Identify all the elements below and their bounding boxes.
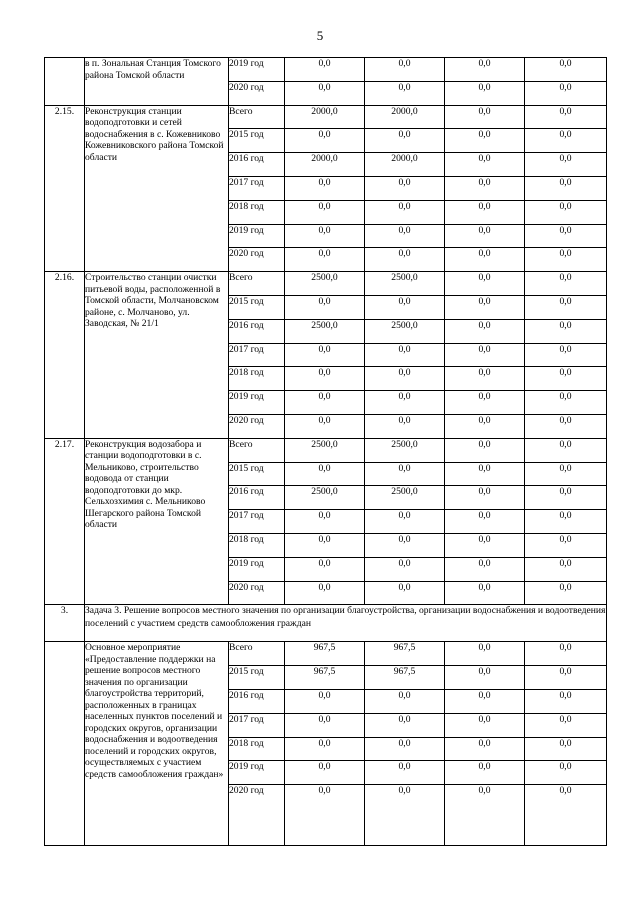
period-cell: 2017 год <box>229 176 285 200</box>
value-cell: 0,0 <box>365 462 445 486</box>
value-cell: 2500,0 <box>285 319 365 343</box>
value-cell: 0,0 <box>445 295 525 319</box>
period-cell: 2017 год <box>229 510 285 534</box>
item-name: в п. Зональная Станция Томского района Томской области <box>85 58 229 106</box>
value-cell: 0,0 <box>445 414 525 438</box>
period-cell: 2015 год <box>229 129 285 153</box>
value-cell: 0,0 <box>285 81 365 105</box>
value-cell: 0,0 <box>365 761 445 785</box>
value-cell: 0,0 <box>445 462 525 486</box>
value-cell: 0,0 <box>445 224 525 248</box>
value-cell: 0,0 <box>445 391 525 415</box>
value-cell: 0,0 <box>365 737 445 761</box>
period-cell: Всего <box>229 105 285 129</box>
period-cell: 2016 год <box>229 319 285 343</box>
value-cell: 0,0 <box>365 129 445 153</box>
period-cell: 2017 год <box>229 343 285 367</box>
value-cell: 0,0 <box>525 81 607 105</box>
value-cell: 0,0 <box>445 319 525 343</box>
period-cell: 2015 год <box>229 666 285 690</box>
period-cell: 2018 год <box>229 737 285 761</box>
period-cell: 2020 год <box>229 248 285 272</box>
value-cell: 0,0 <box>525 367 607 391</box>
value-cell: 0,0 <box>285 713 365 737</box>
value-cell: 2000,0 <box>365 153 445 177</box>
period-cell: 2016 год <box>229 486 285 510</box>
value-cell: 0,0 <box>525 581 607 605</box>
value-cell: 967,5 <box>365 666 445 690</box>
value-cell: 0,0 <box>285 581 365 605</box>
value-cell: 0,0 <box>365 295 445 319</box>
value-cell: 0,0 <box>445 761 525 785</box>
value-cell: 2500,0 <box>365 438 445 462</box>
value-cell: 0,0 <box>525 462 607 486</box>
value-cell: 0,0 <box>525 58 607 82</box>
period-cell: Всего <box>229 272 285 296</box>
value-cell: 0,0 <box>525 176 607 200</box>
value-cell: 0,0 <box>285 462 365 486</box>
value-cell: 0,0 <box>525 486 607 510</box>
item-number: 2.15. <box>45 105 85 272</box>
value-cell: 2500,0 <box>365 486 445 510</box>
period-cell: 2019 год <box>229 224 285 248</box>
period-cell: Всего <box>229 642 285 666</box>
value-cell: 0,0 <box>445 486 525 510</box>
value-cell: 0,0 <box>525 105 607 129</box>
period-cell: 2020 год <box>229 581 285 605</box>
period-cell: 2018 год <box>229 533 285 557</box>
value-cell: 0,0 <box>525 153 607 177</box>
value-cell: 0,0 <box>365 224 445 248</box>
table-row <box>45 58 607 82</box>
value-cell: 0,0 <box>445 105 525 129</box>
value-cell: 0,0 <box>525 295 607 319</box>
item-number <box>45 642 85 846</box>
value-cell: 0,0 <box>525 557 607 581</box>
value-cell: 0,0 <box>285 58 365 82</box>
item-name: Строительство станции очистки питьевой воды, расположенной в Томской области, Молчановском районе, с. Молчаново, ул. Заводская, № 21/1 <box>85 272 229 439</box>
period-cell: 2015 год <box>229 462 285 486</box>
task-row <box>45 605 607 642</box>
value-cell: 0,0 <box>365 367 445 391</box>
value-cell: 0,0 <box>525 689 607 713</box>
value-cell: 967,5 <box>285 642 365 666</box>
table-row <box>45 272 607 296</box>
budget-table <box>44 57 607 846</box>
value-cell: 0,0 <box>525 785 607 846</box>
value-cell: 2500,0 <box>285 438 365 462</box>
value-cell: 0,0 <box>525 737 607 761</box>
value-cell: 0,0 <box>445 58 525 82</box>
value-cell: 0,0 <box>285 129 365 153</box>
item-number <box>45 58 85 106</box>
value-cell: 0,0 <box>365 248 445 272</box>
value-cell: 0,0 <box>445 785 525 846</box>
value-cell: 0,0 <box>365 343 445 367</box>
period-cell: 2019 год <box>229 557 285 581</box>
value-cell: 0,0 <box>445 713 525 737</box>
value-cell: 0,0 <box>445 666 525 690</box>
value-cell: 0,0 <box>285 176 365 200</box>
value-cell: 0,0 <box>365 391 445 415</box>
value-cell: 0,0 <box>445 81 525 105</box>
value-cell: 0,0 <box>525 391 607 415</box>
value-cell: 0,0 <box>525 666 607 690</box>
value-cell: 0,0 <box>365 200 445 224</box>
value-cell: 0,0 <box>525 248 607 272</box>
period-cell: 2016 год <box>229 689 285 713</box>
value-cell: 0,0 <box>285 391 365 415</box>
value-cell: 0,0 <box>445 248 525 272</box>
value-cell: 0,0 <box>445 642 525 666</box>
period-cell: 2018 год <box>229 367 285 391</box>
value-cell: 0,0 <box>285 295 365 319</box>
period-cell: 2019 год <box>229 391 285 415</box>
value-cell: 0,0 <box>525 642 607 666</box>
value-cell: 0,0 <box>525 510 607 534</box>
value-cell: 0,0 <box>445 510 525 534</box>
value-cell: 0,0 <box>445 533 525 557</box>
value-cell: 0,0 <box>445 557 525 581</box>
value-cell: 0,0 <box>285 367 365 391</box>
value-cell: 2000,0 <box>365 105 445 129</box>
value-cell: 0,0 <box>285 557 365 581</box>
value-cell: 0,0 <box>365 533 445 557</box>
item-number: 2.17. <box>45 438 85 605</box>
value-cell: 0,0 <box>525 438 607 462</box>
value-cell: 0,0 <box>445 343 525 367</box>
value-cell: 0,0 <box>285 689 365 713</box>
item-name: Реконструкция станции водоподготовки и сетей водоснабжения в с. Кожевниково Кожевниковского района Томской области <box>85 105 229 272</box>
value-cell: 0,0 <box>365 414 445 438</box>
value-cell: 0,0 <box>285 224 365 248</box>
value-cell: 0,0 <box>365 557 445 581</box>
period-cell: 2015 год <box>229 295 285 319</box>
value-cell: 0,0 <box>525 319 607 343</box>
period-cell: 2016 год <box>229 153 285 177</box>
period-cell: 2019 год <box>229 761 285 785</box>
value-cell: 0,0 <box>365 713 445 737</box>
value-cell: 2500,0 <box>365 319 445 343</box>
value-cell: 0,0 <box>445 367 525 391</box>
value-cell: 2000,0 <box>285 153 365 177</box>
task-text: Задача 3. Решение вопросов местного значения по организации благоустройства, организации водоснабжения и водоотведения поселений с участием средств самообложения граждан <box>85 605 607 642</box>
value-cell: 0,0 <box>525 414 607 438</box>
value-cell: 0,0 <box>445 581 525 605</box>
value-cell: 967,5 <box>365 642 445 666</box>
value-cell: 0,0 <box>285 248 365 272</box>
item-name: Реконструкция водозабора и станции водоподготовки в с. Мельниково, строительство водовода от станции водоподготовки до мкр. Сельхозхимия с. Мельниково Шегарского района Томской области <box>85 438 229 605</box>
value-cell: 2500,0 <box>285 486 365 510</box>
value-cell: 0,0 <box>445 689 525 713</box>
value-cell: 0,0 <box>525 200 607 224</box>
value-cell: 0,0 <box>365 58 445 82</box>
value-cell: 0,0 <box>445 176 525 200</box>
value-cell: 0,0 <box>285 414 365 438</box>
item-number: 2.16. <box>45 272 85 439</box>
value-cell: 0,0 <box>365 176 445 200</box>
value-cell: 2000,0 <box>285 105 365 129</box>
value-cell: 0,0 <box>445 153 525 177</box>
value-cell: 967,5 <box>285 666 365 690</box>
value-cell: 0,0 <box>365 81 445 105</box>
value-cell: 0,0 <box>525 272 607 296</box>
task-number: 3. <box>45 605 85 642</box>
value-cell: 0,0 <box>285 343 365 367</box>
period-cell: 2019 год <box>229 58 285 82</box>
value-cell: 0,0 <box>525 224 607 248</box>
value-cell: 2500,0 <box>285 272 365 296</box>
table-row <box>45 105 607 129</box>
value-cell: 0,0 <box>285 533 365 557</box>
value-cell: 0,0 <box>285 200 365 224</box>
value-cell: 0,0 <box>365 510 445 534</box>
value-cell: 0,0 <box>365 689 445 713</box>
period-cell: 2017 год <box>229 713 285 737</box>
item-name: Основное мероприятие «Предоставление поддержки на решение вопросов местного значения по организации благоустройства территорий, расположенных в границах населенных пунктов поселений и городских округов, организации водоснабжения и водоотведения поселений и городских округов, осуществляемых с участием средств самообложения граждан» <box>85 642 229 846</box>
value-cell: 0,0 <box>285 785 365 846</box>
period-cell: 2020 год <box>229 414 285 438</box>
value-cell: 0,0 <box>525 761 607 785</box>
value-cell: 0,0 <box>525 533 607 557</box>
value-cell: 0,0 <box>525 713 607 737</box>
value-cell: 0,0 <box>445 438 525 462</box>
value-cell: 0,0 <box>445 737 525 761</box>
table-row <box>45 642 607 666</box>
value-cell: 0,0 <box>445 200 525 224</box>
period-cell: 2020 год <box>229 785 285 846</box>
value-cell: 0,0 <box>285 761 365 785</box>
period-cell: Всего <box>229 438 285 462</box>
value-cell: 0,0 <box>285 737 365 761</box>
period-cell: 2020 год <box>229 81 285 105</box>
value-cell: 2500,0 <box>365 272 445 296</box>
value-cell: 0,0 <box>445 272 525 296</box>
value-cell: 0,0 <box>445 129 525 153</box>
table-row <box>45 438 607 462</box>
page-number: 5 <box>316 28 324 43</box>
value-cell: 0,0 <box>365 581 445 605</box>
period-cell: 2018 год <box>229 200 285 224</box>
value-cell: 0,0 <box>525 343 607 367</box>
value-cell: 0,0 <box>285 510 365 534</box>
value-cell: 0,0 <box>365 785 445 846</box>
value-cell: 0,0 <box>525 129 607 153</box>
